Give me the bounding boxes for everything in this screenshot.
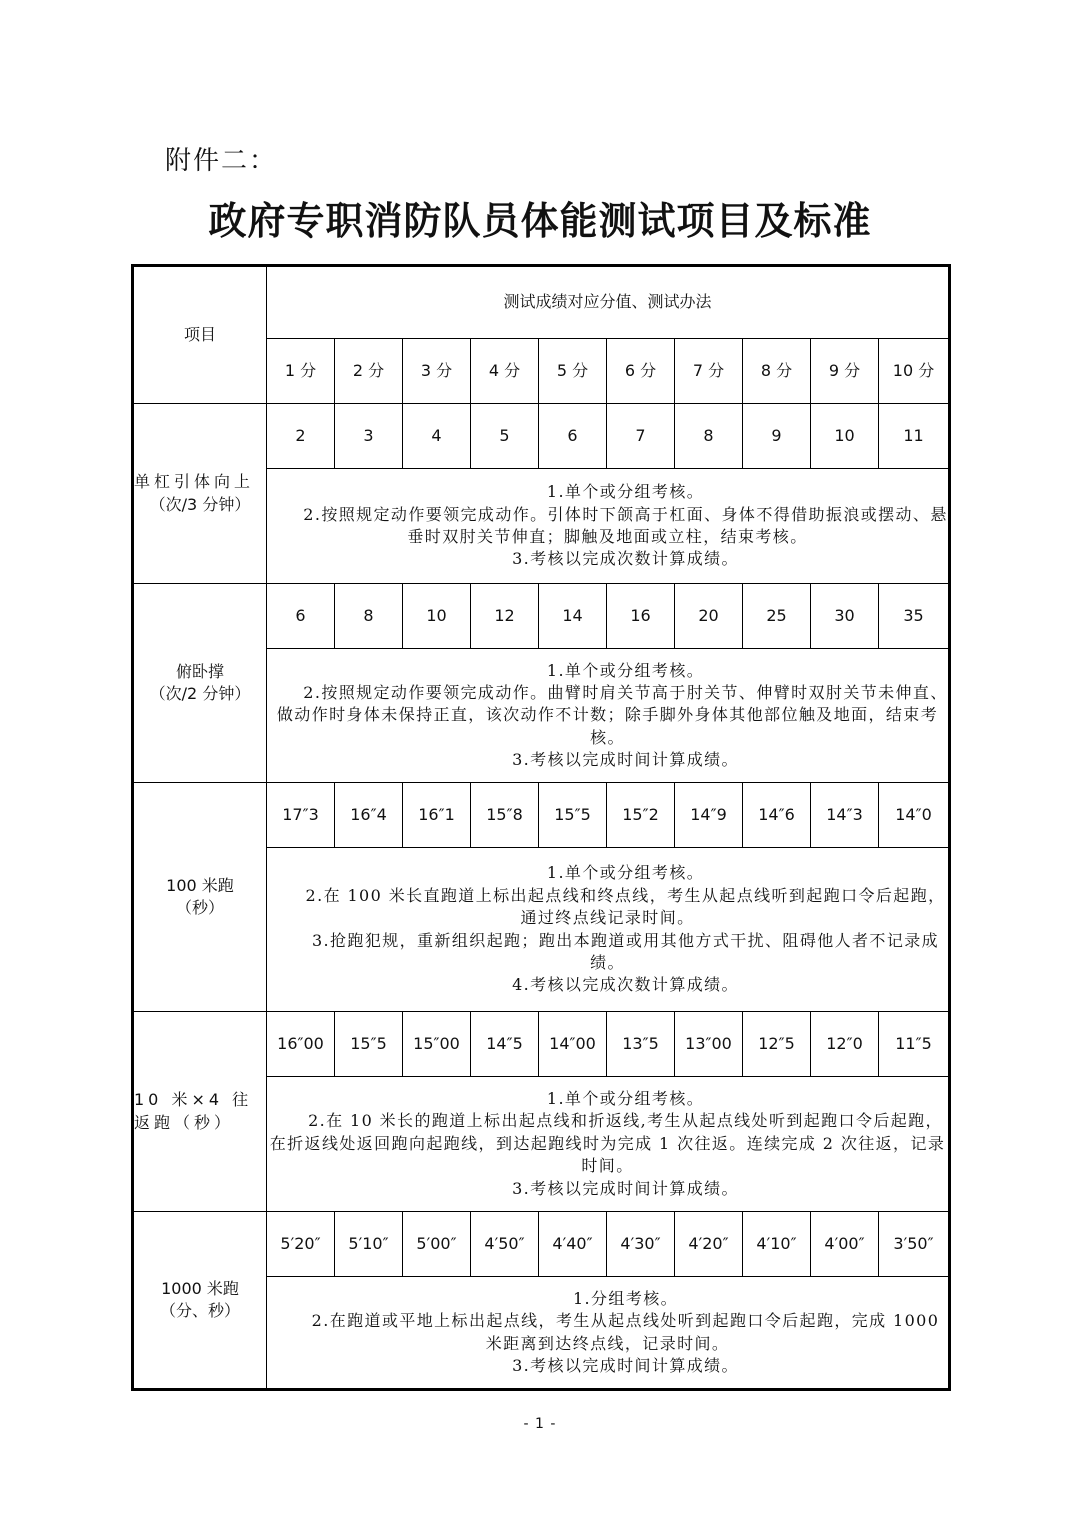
point-4: 4 分 <box>471 339 539 404</box>
score-value: 25 <box>743 584 811 649</box>
item-cell <box>133 584 267 783</box>
score-value: 8 <box>335 584 403 649</box>
item-unit: （分、秒） <box>159 1301 240 1320</box>
score-value: 15″5 <box>335 1012 403 1077</box>
standards-table <box>131 264 951 1391</box>
score-value: 2 <box>267 404 335 469</box>
score-value: 4′30″ <box>607 1212 675 1277</box>
score-value: 10 <box>811 404 879 469</box>
score-value: 16″00 <box>267 1012 335 1077</box>
test-method <box>267 1077 950 1212</box>
item-name: 10 米×4 往返跑（秒） <box>134 1090 253 1132</box>
score-value: 14″00 <box>539 1012 607 1077</box>
test-method <box>267 649 950 783</box>
score-value: 6 <box>539 404 607 469</box>
score-value: 13″00 <box>675 1012 743 1077</box>
page-number: - 1 - <box>523 1416 557 1432</box>
method-line: 2.在跑道或平地上标出起点线，考生从起点线处听到起跑口令后起跑，完成 1000 米距离到达终点线，记录时间。 <box>311 1311 940 1353</box>
score-value: 7 <box>607 404 675 469</box>
score-header: 测试成绩对应分值、测试办法 <box>267 266 950 339</box>
score-value: 6 <box>267 584 335 649</box>
method-line: 2.按照规定动作要领完成动作。引体时下颌高于杠面、身体不得借助振浪或摆动、悬垂时双肘关节伸直；脚触及地面或立柱，结束考核。 <box>303 504 948 546</box>
item-unit: （次/3 分钟） <box>149 494 251 514</box>
method-line: 3.抢跑犯规，重新组织起跑；跑出本跑道或用其他方式干扰、阻碍他人者不记录成绩。 <box>311 930 940 972</box>
score-value: 5′00″ <box>403 1212 471 1277</box>
score-value: 16″1 <box>403 783 471 848</box>
score-value: 30 <box>811 584 879 649</box>
method-line: 1.单个或分组考核。 <box>546 863 705 883</box>
score-value: 15″2 <box>607 783 675 848</box>
method-line: 3.考核以完成时间计算成绩。 <box>512 1355 739 1375</box>
score-value: 3 <box>335 404 403 469</box>
score-value: 12 <box>471 584 539 649</box>
score-value: 4 <box>403 404 471 469</box>
item-name: 俯卧撑 <box>175 661 224 681</box>
method-line: 4.考核以完成次数计算成绩。 <box>512 975 739 995</box>
test-method <box>267 1277 950 1390</box>
score-value: 15″8 <box>471 783 539 848</box>
score-value: 5′10″ <box>335 1212 403 1277</box>
score-value: 14″0 <box>879 783 950 848</box>
score-value: 4′40″ <box>539 1212 607 1277</box>
item-values-row <box>133 1212 950 1277</box>
score-value: 12″0 <box>811 1012 879 1077</box>
score-value: 3′50″ <box>879 1212 950 1277</box>
score-value: 35 <box>879 584 950 649</box>
item-values-row <box>133 783 950 848</box>
point-9: 9 分 <box>811 339 879 404</box>
attachment-label: 附件二： <box>165 146 278 176</box>
item-values-row <box>133 404 950 469</box>
score-value: 20 <box>675 584 743 649</box>
point-5: 5 分 <box>539 339 607 404</box>
score-value: 14″5 <box>471 1012 539 1077</box>
method-line: 1.单个或分组考核。 <box>546 1089 705 1109</box>
score-value: 11″5 <box>879 1012 950 1077</box>
score-value: 4′50″ <box>471 1212 539 1277</box>
point-3: 3 分 <box>403 339 471 404</box>
score-value: 13″5 <box>607 1012 675 1077</box>
score-value: 4′00″ <box>811 1212 879 1277</box>
item-cell <box>133 1012 267 1212</box>
point-1: 1 分 <box>267 339 335 404</box>
score-value: 14″3 <box>811 783 879 848</box>
score-value: 12″5 <box>743 1012 811 1077</box>
document-title: 政府专职消防队员体能测试项目及标准 <box>208 198 872 243</box>
method-line: 3.考核以完成时间计算成绩。 <box>512 750 739 770</box>
score-value: 9 <box>743 404 811 469</box>
point-8: 8 分 <box>743 339 811 404</box>
method-line: 3.考核以完成次数计算成绩。 <box>512 549 739 569</box>
item-name: 单杠引体向上 <box>134 472 255 492</box>
item-header: 项目 <box>133 266 267 404</box>
method-line: 1.单个或分组考核。 <box>546 660 705 680</box>
test-method <box>267 848 950 1012</box>
score-value: 8 <box>675 404 743 469</box>
item-values-row <box>133 1012 950 1077</box>
score-value: 5 <box>471 404 539 469</box>
item-unit: （秒） <box>175 898 224 917</box>
method-line: 2.在 100 米长直跑道上标出起点线和终点线，考生从起点线听到起跑口令后起跑，通过终点线记录时间。 <box>305 885 946 928</box>
item-name: 100 米跑 <box>166 875 234 895</box>
method-line: 2.按照规定动作要领完成动作。曲臂时肩关节高于肘关节、伸臂时双肘关节未伸直、做动作时身体未保持正直，该次动作不计数；除手脚外身体其他部位触及地面，结束考核。 <box>276 682 948 747</box>
method-line: 3.考核以完成时间计算成绩。 <box>512 1178 739 1198</box>
method-line: 2.在 10 米长的跑道上标出起点线和折返线,考生从起点线处听到起跑口令后起跑，在折返线处返回跑向起跑线，到达起跑线时为完成 1 次往返。连续完成 2 次往返，记录时间。 <box>269 1111 946 1176</box>
score-value: 11 <box>879 404 950 469</box>
score-value: 15″5 <box>539 783 607 848</box>
score-value: 4′10″ <box>743 1212 811 1277</box>
score-value: 4′20″ <box>675 1212 743 1277</box>
score-value: 5′20″ <box>267 1212 335 1277</box>
point-6: 6 分 <box>607 339 675 404</box>
item-cell <box>133 1212 267 1390</box>
method-line: 1.单个或分组考核。 <box>546 482 705 502</box>
point-2: 2 分 <box>335 339 403 404</box>
score-value: 16 <box>607 584 675 649</box>
item-cell <box>133 404 267 584</box>
item-cell <box>133 783 267 1012</box>
score-value: 10 <box>403 584 471 649</box>
score-value: 14″6 <box>743 783 811 848</box>
item-name: 1000 米跑 <box>161 1278 239 1298</box>
item-values-row <box>133 584 950 649</box>
score-value: 17″3 <box>267 783 335 848</box>
test-method <box>267 469 950 584</box>
method-line: 1.分组考核。 <box>572 1288 679 1308</box>
item-unit: （次/2 分钟） <box>149 684 251 703</box>
score-value: 16″4 <box>335 783 403 848</box>
score-value: 14″9 <box>675 783 743 848</box>
score-value: 14 <box>539 584 607 649</box>
point-10: 10 分 <box>879 339 950 404</box>
point-7: 7 分 <box>675 339 743 404</box>
score-value: 15″00 <box>403 1012 471 1077</box>
